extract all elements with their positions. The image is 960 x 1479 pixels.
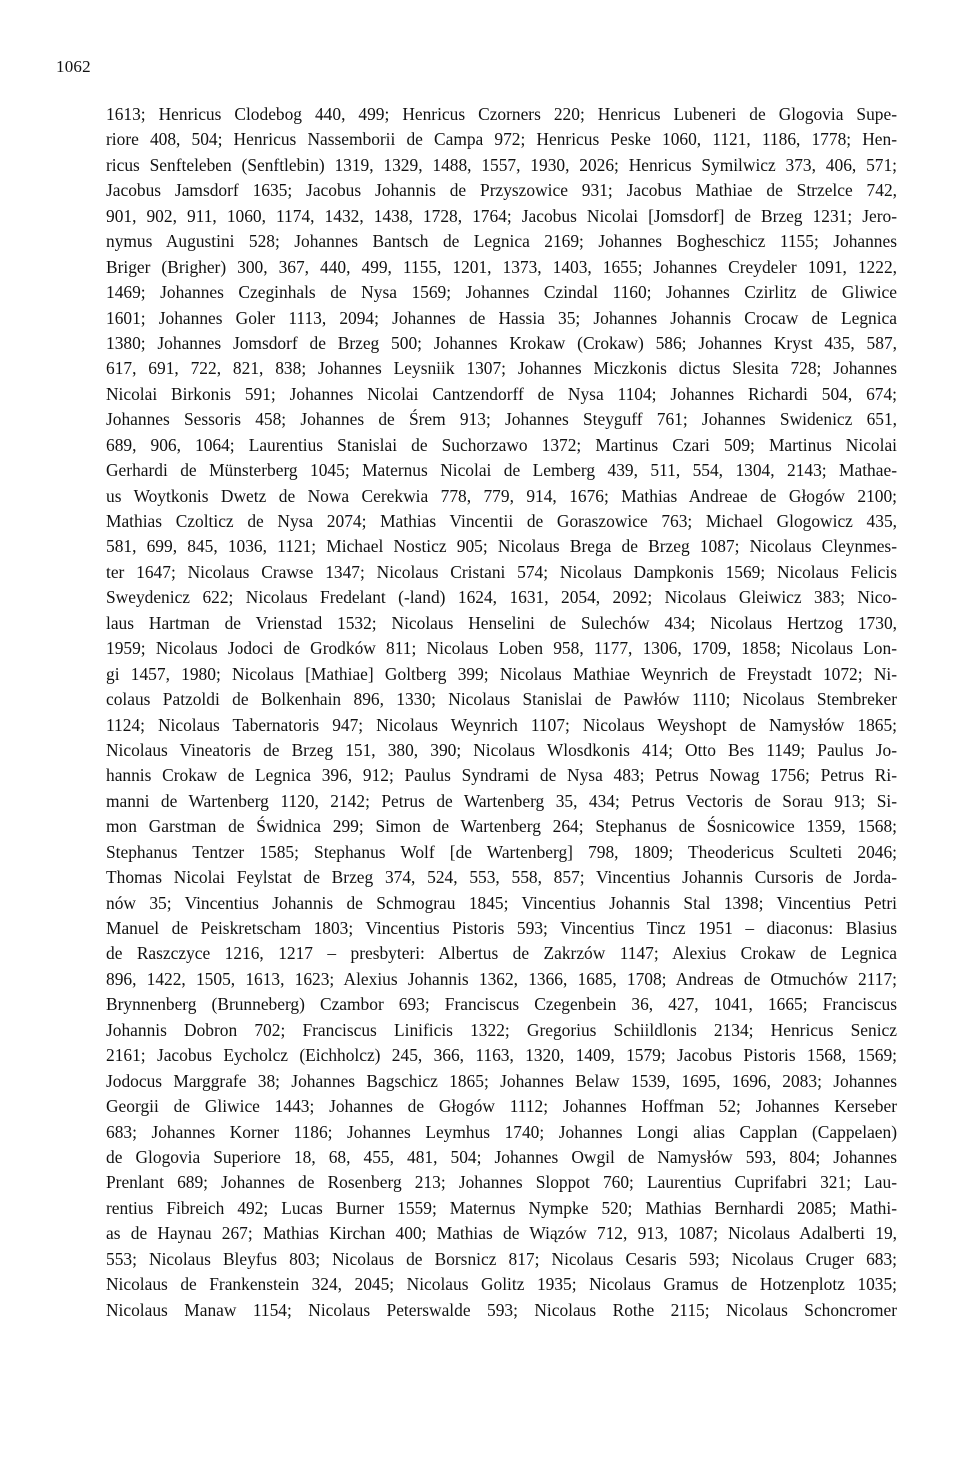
- text-line: 1959; Nicolaus Jodoci de Grodków 811; Nicolaus Loben 958, 1177, 1306, 1709, 1858; Nicolaus Lon-: [106, 638, 897, 659]
- text-line: Stephanus Tentzer 1585; Stephanus Wolf [de Wartenberg] 798, 1809; Theodericus Sculteti 2046;: [106, 841, 897, 862]
- text-line: 1601; Johannes Goler 1113, 2094; Johannes de Hassia 35; Johannes Johannis Crocaw de Legnica: [106, 307, 897, 328]
- text-line: Nicolaus Manaw 1154; Nicolaus Peterswalde 593; Nicolaus Rothe 2115; Nicolaus Schoncromer: [106, 1299, 897, 1320]
- text-line: de Raszczyce 1216, 1217 – presbyteri: Albertus de Zakrzów 1147; Alexius Crokaw de Legnica: [106, 943, 897, 964]
- text-line: Nicolaus de Frankenstein 324, 2045; Nicolaus Golitz 1935; Nicolaus Gramus de Hotzenplotz 1035;: [106, 1274, 897, 1295]
- text-line: 901, 902, 911, 1060, 1174, 1432, 1438, 1728, 1764; Jacobus Nicolai [Jomsdorf] de Brzeg 1231; Jero-: [106, 205, 897, 226]
- text-line: colaus Patzoldi de Bolkenhain 896, 1330; Nicolaus Stanislai de Pawłów 1110; Nicolaus Stembreker: [106, 689, 897, 710]
- text-line: Nicolai Birkonis 591; Johannes Nicolai Cantzendorff de Nysa 1104; Johannes Richardi 504, 674;: [106, 383, 897, 404]
- text-line: laus Hartman de Vrienstad 1532; Nicolaus Henselini de Sulechów 434; Nicolaus Hertzog 1730,: [106, 612, 897, 633]
- text-line: Prenlant 689; Johannes de Rosenberg 213; Johannes Sloppot 760; Laurentius Cuprifabri 321; Lau-: [106, 1172, 897, 1193]
- text-line: as de Haynau 267; Mathias Kirchan 400; Mathias de Wiązów 712, 913, 1087; Nicolaus Adalberti 19,: [106, 1223, 897, 1244]
- text-line: 1613; Henricus Clodebog 440, 499; Henricus Czorners 220; Henricus Lubeneri de Glogovia Supe-: [106, 104, 897, 124]
- text-line: hannis Crokaw de Legnica 396, 912; Paulus Syndrami de Nysa 483; Petrus Nowag 1756; Petrus Ri-: [106, 765, 897, 786]
- text-line: nów 35; Vincentius Johannis de Schmograu 1845; Vincentius Johannis Stal 1398; Vincentius Petri: [106, 892, 897, 913]
- text-line: mon Garstman de Świdnica 299; Simon de Wartenberg 264; Stephanus de Śosnicowice 1359, 1568;: [106, 816, 897, 837]
- text-line: Jodocus Marggrafe 38; Johannes Bagschicz 1865; Johannes Belaw 1539, 1695, 1696, 2083; Johannes: [106, 1070, 897, 1091]
- text-line: Thomas Nicolai Feylstat de Brzeg 374, 524, 553, 558, 857; Vincentius Johannis Cursoris de Jorda-: [106, 867, 897, 888]
- text-line: ter 1647; Nicolaus Crawse 1347; Nicolaus Cristani 574; Nicolaus Dampkonis 1569; Nicolaus Felicis: [106, 561, 897, 582]
- text-line: Mathias Czolticz de Nysa 2074; Mathias Vincentii de Goraszowice 763; Michael Glogowicz 435,: [106, 511, 897, 531]
- text-line: 896, 1422, 1505, 1613, 1623; Alexius Johannis 1362, 1366, 1685, 1708; Andreas de Otmuchów 2117;: [106, 968, 897, 989]
- text-line: 617, 691, 722, 821, 838; Johannes Leysniik 1307; Johannes Miczkonis dictus Slesita 728; Johannes: [106, 358, 897, 379]
- text-line: 1469; Johannes Czeginhals de Nysa 1569; Johannes Czindal 1160; Johannes Czirlitz de Gliwice: [106, 282, 897, 303]
- text-line: Georgii de Gliwice 1443; Johannes de Głogów 1112; Johannes Hoffman 52; Johannes Kerseber: [106, 1096, 897, 1117]
- text-line: riore 408, 504; Henricus Nassemborii de Campa 972; Henricus Peske 1060, 1121, 1186, 1778; Hen-: [106, 129, 897, 150]
- text-line: 1380; Johannes Jomsdorf de Brzeg 500; Johannes Krokaw (Crokaw) 586; Johannes Kryst 435, 587,: [106, 332, 897, 353]
- text-line: us Woytkonis Dwetz de Nowa Cerekwia 778, 779, 914, 1676; Mathias Andreae de Głogów 2100;: [106, 485, 897, 506]
- text-line: Johannes Sessoris 458; Johannes de Śrem 913; Johannes Steyguff 761; Johannes Swidenicz 651,: [106, 409, 897, 430]
- text-line: Briger (Brigher) 300, 367, 440, 499, 1155, 1201, 1373, 1403, 1655; Johannes Creydeler 1091, 1222,: [106, 256, 897, 277]
- text-line: 683; Johannes Korner 1186; Johannes Leymhus 1740; Johannes Longi alias Capplan (Cappelaen): [106, 1121, 897, 1142]
- index-text-block: [106, 102, 897, 1323]
- text-line: Gerhardi de Münsterberg 1045; Maternus Nicolai de Lemberg 439, 511, 554, 1304, 2143; Mathae-: [106, 460, 897, 481]
- text-line: ricus Senfteleben (Senftlebin) 1319, 1329, 1488, 1557, 1930, 2026; Henricus Symilwicz 373, 406, 571;: [106, 154, 897, 175]
- text-line: nymus Augustini 528; Johannes Bantsch de Legnica 2169; Johannes Bogheschicz 1155; Johannes: [106, 231, 897, 252]
- text-line: 689, 906, 1064; Laurentius Stanislai de Suchorzawo 1372; Martinus Czari 509; Martinus Nicolai: [106, 434, 897, 455]
- text-line: Johannis Dobron 702; Franciscus Linificis 1322; Gregorius Schiildlonis 2134; Henricus Senicz: [106, 1019, 897, 1040]
- text-line: Manuel de Peiskretscham 1803; Vincentius Pistoris 593; Vincentius Tincz 1951 – diaconus: Blasius: [106, 918, 897, 938]
- text-line: gi 1457, 1980; Nicolaus [Mathiae] Goltberg 399; Nicolaus Mathiae Weynrich de Freystadt 1072; Ni-: [106, 663, 897, 684]
- text-line: Nicolaus Vineatoris de Brzeg 151, 380, 390; Nicolaus Wlosdkonis 414; Otto Bes 1149; Paulus Jo-: [106, 739, 897, 760]
- page-number: 1062: [56, 57, 91, 76]
- text-line: 2161; Jacobus Eycholcz (Eichholcz) 245, 366, 1163, 1320, 1409, 1579; Jacobus Pistoris 1568, 1569;: [106, 1045, 897, 1066]
- text-line: Jacobus Jamsdorf 1635; Jacobus Johannis de Przyszowice 931; Jacobus Mathiae de Strzelce 742,: [106, 180, 897, 201]
- text-line: 1124; Nicolaus Tabernatoris 947; Nicolaus Weynrich 1107; Nicolaus Weyshopt de Namysłów 1865;: [106, 714, 897, 735]
- text-line: Brynnenberg (Brunneberg) Czambor 693; Franciscus Czegenbein 36, 427, 1041, 1665; Franciscus: [106, 994, 897, 1015]
- text-line: 553; Nicolaus Bleyfus 803; Nicolaus de Borsnicz 817; Nicolaus Cesaris 593; Nicolaus Cruger 683;: [106, 1248, 897, 1269]
- text-line: 581, 699, 845, 1036, 1121; Michael Nosticz 905; Nicolaus Brega de Brzeg 1087; Nicolaus Cleynmes-: [106, 536, 897, 557]
- text-line: manni de Wartenberg 1120, 2142; Petrus de Wartenberg 35, 434; Petrus Vectoris de Sorau 913; Si-: [106, 790, 897, 811]
- text-line: Sweydenicz 622; Nicolaus Fredelant (-land) 1624, 1631, 2054, 2092; Nicolaus Gleiwicz 383; Nico-: [106, 587, 897, 608]
- text-line: de Glogovia Superiore 18, 68, 455, 481, 504; Johannes Owgil de Namysłów 593, 804; Johannes: [106, 1146, 897, 1167]
- text-line: rentius Fibreich 492; Lucas Burner 1559; Maternus Nympke 520; Mathias Bernhardi 2085; Mathi-: [106, 1197, 897, 1218]
